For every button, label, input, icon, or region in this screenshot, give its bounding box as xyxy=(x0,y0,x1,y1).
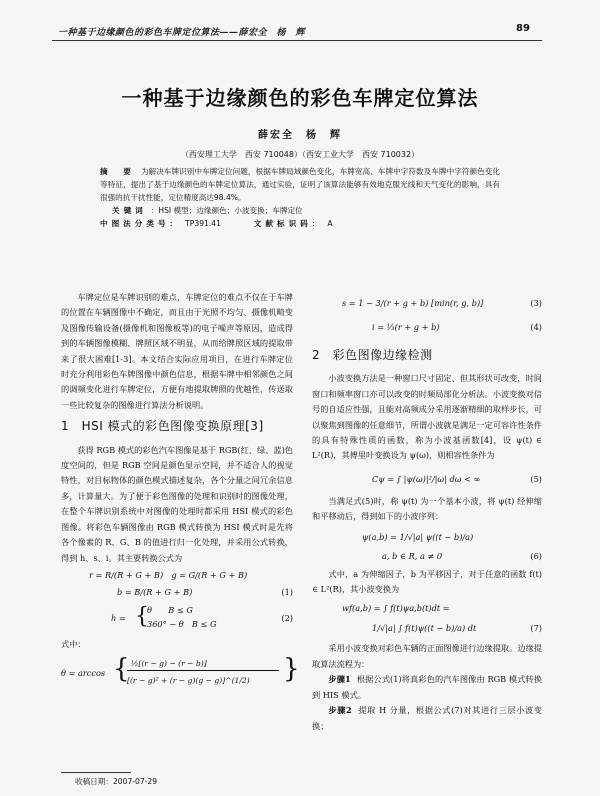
header-rule xyxy=(52,40,542,41)
received-date-footnote: 收稿日期：2007-07-29 xyxy=(75,777,158,786)
equation-6-line-2 xyxy=(312,549,542,565)
paper-authors: 薛宏全 杨 辉 xyxy=(258,130,342,141)
section-1-paragraph: 获得 RGB 模式的彩色汽车图像是基于 RGB(红、绿、蓝)色度空间的，但是 RGB 空间是颜色显示空间，并不适合人的视觉特性，对目标物体的颜色模式描述复杂，各个分量之间冗余信息多，计算量大。为了便于彩色图像的处理和识别时的图像处理，在整个车牌识别系统中对图像的处理时都采用 HSI 模式的彩色图像。将彩色车辆图像由 RGB 模式转换为 HSI 模式时是先将各个像素的 R、G、B 的值进行归一化处理，并采用公式转换，得到 h、s、i。其主要转换公式为 xyxy=(61,444,293,563)
theta-fraction-bar xyxy=(127,670,279,671)
abstract-block xyxy=(100,165,500,230)
equation-2-case-2: 360° − θ B ≤ G xyxy=(147,618,217,629)
abstract-label: 摘 要 xyxy=(100,167,135,176)
equation-3-number: (3) xyxy=(530,298,542,308)
equation-6-condition: a, b ∈ R, a ≠ 0 xyxy=(382,550,443,561)
equation-1 xyxy=(61,568,293,583)
running-head: 一种基于边缘颜色的彩色车牌定位算法——薛宏全 杨 辉 xyxy=(58,28,306,38)
equation-7-number: (7) xyxy=(530,623,542,634)
abstract xyxy=(100,165,500,204)
equation-5-number: (5) xyxy=(530,473,542,484)
right-column xyxy=(312,290,542,734)
equation-4 xyxy=(312,316,542,338)
clc-label: 中图法分类号： xyxy=(100,219,182,228)
keywords: HSI 模型；边缘颜色；小波变换；车牌定位 xyxy=(158,206,303,215)
equation-theta xyxy=(61,654,300,690)
equation-1-line-1: r = R/(R + G + B) g = G/(R + G + B) xyxy=(89,569,248,580)
equation-7-text-1: wf(a,b) = ∫ f(t)ψa,b(t)dt = xyxy=(342,603,450,614)
equation-7-line-1 xyxy=(312,599,542,617)
section-1-heading: 1 HSI 模式的彩色图像变换原理[3] xyxy=(61,419,264,434)
keywords-label: 关键词 xyxy=(112,206,147,215)
step-1 xyxy=(312,672,542,703)
page-number: 89 xyxy=(516,23,530,34)
step-2 xyxy=(312,703,542,734)
equation-6-text: ψ(a,b) = 1/√|a| ψ((t − b)/a) xyxy=(362,531,474,542)
equation-2-prefix: h = xyxy=(111,612,126,623)
equation-3 xyxy=(312,292,542,314)
step-1-label: 步骤1 xyxy=(328,674,351,685)
equation-2-brace: { xyxy=(135,603,149,629)
abstract-text: 为解决车牌识别中车牌定位问题，根据车牌局域颜色变化，车牌宽高、车牌中字符数及车牌中字符颜色变化等特征，提出了基于边缘颜色的车牌定位算法，通过实验，证明了该算法能够有效地克服光线和天气变化的影响，具有很强的抗干扰性能，定位精度高达98.4%。 xyxy=(100,167,501,202)
equation-2-case-1: θ B ≤ G xyxy=(147,604,193,615)
doc-code-value: A xyxy=(327,219,333,228)
clc-value: TP391.41 xyxy=(185,219,221,228)
left-column xyxy=(61,290,300,692)
intro-paragraph: 车牌定位是车牌识别的难点，车牌定位的难点不仅在于车牌的位置在车辆图像中不确定，而且由于光照不均匀、摄像机畸变及图像传输设备(摄像机和图像板等)的电子噪声等原因，造成得到的车辆图像模糊、牌照区域不明显，从而给牌照区域的提取带来了很大困难[1-3]。本文结合实际应用项目，在进行车牌定位时充分利用彩色车牌图像中颜色信息，根据车牌中相邻颜色之间的调频变化进行车牌定位，方便有地提取牌照的优越性，传送取一些比较复杂的图像进行算法分析说明。 xyxy=(61,292,293,410)
step-1-text: 根据公式(1)将真彩色的汽车图像由 RGB 模式转换到 HIS 模式。 xyxy=(312,674,542,700)
section-2-paragraph: 小波变换方法是一种窗口尺寸固定、但其形状可改变，时间窗口和频率窗口亦可以改变的时频局部化分析法。小波变换对信号的自适应性强，且能对高频成分采用逐渐精细的取样步长，可以聚焦到图像的任意细节，所谓小波就是满足一定可容许性条件的具有特殊性质的函数，称为小波基函数[4]，设 ψ(t) ∈ L²(R)，其傅里叶变换设为 ψ(ω)，则相容性条件为 xyxy=(312,373,542,461)
affiliation: （西安理工大学 西安 710048）（西安工业大学 西安 710032） xyxy=(180,150,420,159)
theta-brace-right: } xyxy=(283,654,300,685)
equation-1-line-2 xyxy=(61,585,293,600)
equation-7-line-2 xyxy=(312,619,542,639)
theta-brace-left: { xyxy=(113,654,130,685)
where-label: 式中： xyxy=(61,638,86,649)
equation-2 xyxy=(61,603,293,633)
equation-7-explanation: 采用小波变换对彩色车辆的正面图像进行边缘提取。边缘提取算法流程为： xyxy=(312,643,542,669)
theta-denominator: [(r − g)² + (r − g)(g − g)]^(1/2) xyxy=(127,676,250,686)
equation-6-line-1 xyxy=(312,527,542,547)
equation-5-text: Cψ = ∫ |ψ(ω)|²/|ω| dω < ∞ xyxy=(372,473,481,484)
equation-4-text: i = ⅓(r + g + b) xyxy=(372,322,440,332)
theta-numerator: ½[(r − g) − (r − b)] xyxy=(131,659,207,669)
equation-5 xyxy=(312,466,542,492)
equation-6-explanation: 式中，a 为伸缩因子，b 为平移因子，对于任意的函数 f(t) ∈ L²(R)，其小波变换为 xyxy=(312,568,542,595)
equation-3-text: s = 1 − 3/(r + g + b) [min(r, g, b)] xyxy=(342,298,484,308)
equation-1-line-2-text: b = B/(R + G + B) xyxy=(117,587,193,598)
equation-5-explanation: 当满足式(5)时，称 ψ(t) 为一个基本小波，将 ψ(t) 经伸缩和平移动后，得到如下的小波序列： xyxy=(312,495,542,522)
theta-prefix: θ = arccos xyxy=(61,668,106,679)
equation-6-number: (6) xyxy=(530,550,542,561)
doc-code-label: 文献标识码： xyxy=(253,219,324,228)
equation-7-text-2: 1/√|a| ∫ f(t)ψ((t − b)/a) dt xyxy=(372,623,477,634)
step-2-label: 步骤2 xyxy=(328,705,352,716)
section-2-heading: 2 彩色图像边缘检测 xyxy=(312,348,433,362)
equation-1-number: (1) xyxy=(281,587,293,598)
step-2-text: 提取 H 分量，根据公式(7)对其进行三层小波变换； xyxy=(312,705,542,731)
equation-4-number: (4) xyxy=(530,322,542,332)
classification-line xyxy=(100,217,500,230)
equation-2-number: (2) xyxy=(281,612,293,623)
footnote-rule xyxy=(61,772,131,773)
paper-title: 一种基于边缘颜色的彩色车牌定位算法 xyxy=(121,86,479,110)
keywords-line: 关键词 ：HSI 模型；边缘颜色；小波变换；车牌定位 xyxy=(112,206,303,215)
